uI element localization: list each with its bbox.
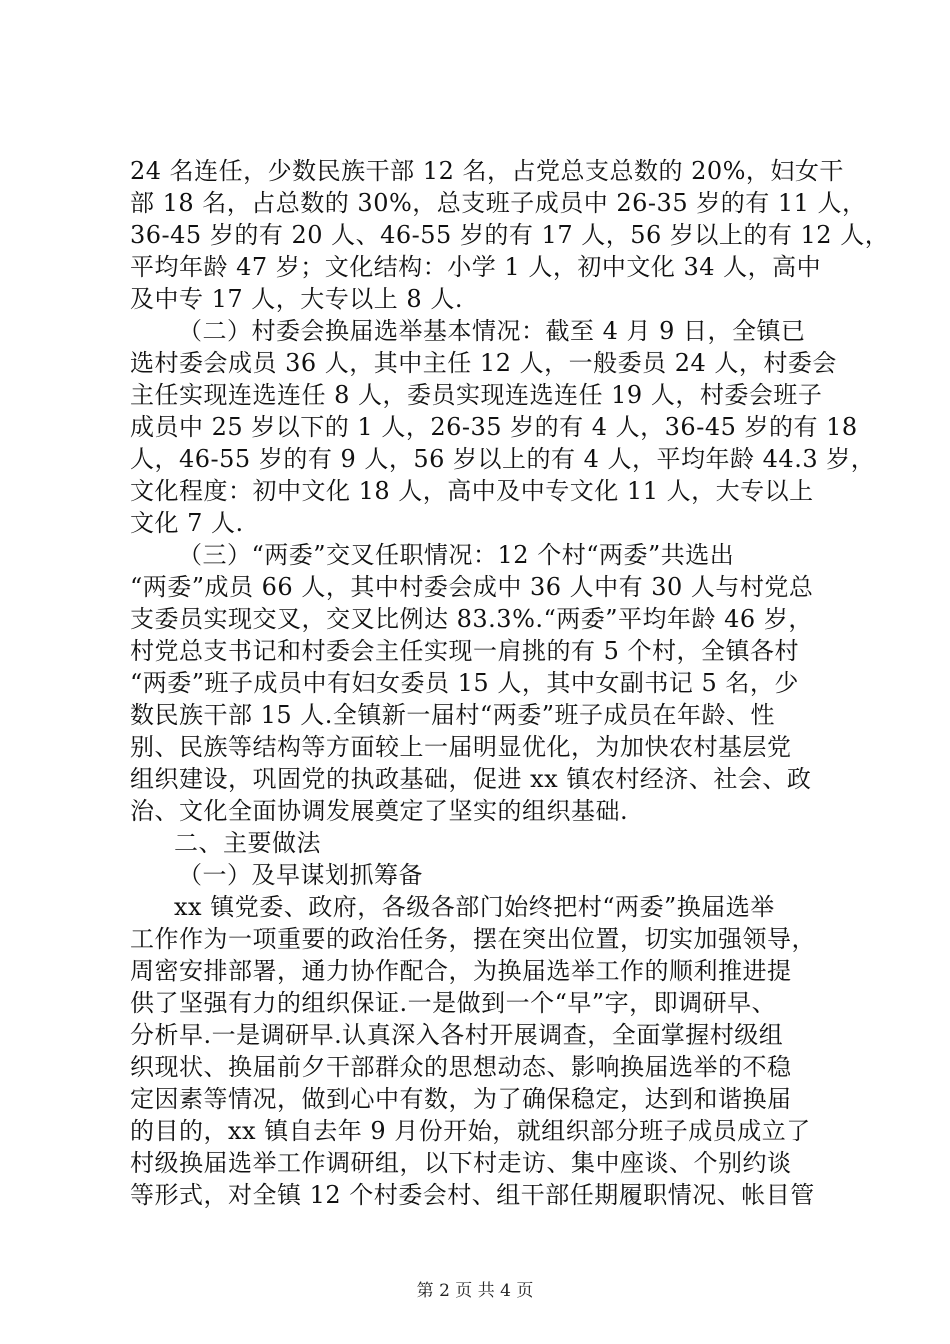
body-line: 组织建设，巩固党的执政基础，促进 xx 镇农村经济、社会、政 [130,765,812,793]
body-line: 数民族干部 15 人.全镇新一届村“两委”班子成员在年龄、性 [130,701,775,729]
body-line: “两委”班子成员中有妇女委员 15 人，其中女副书记 5 名，少 [130,669,799,697]
body-line: 分析早.一是调研早.认真深入各村开展调查，全面掌握村级组 [130,1021,784,1049]
body-line: 24 名连任，少数民族干部 12 名，占党总支总数的 20%，妇女干 [130,157,844,185]
body-line: 供了坚强有力的组织保证.一是做到一个“早”字，即调研早、 [130,989,777,1017]
body-line: 成员中 25 岁以下的 1 人，26-35 岁的有 4 人，36-45 岁的有 18 [130,413,858,441]
body-line: 人，46-55 岁的有 9 人，56 岁以上的有 4 人，平均年龄 44.3 岁， [130,445,876,473]
body-line: 织现状、换届前夕干部群众的思想动态、影响换届选举的不稳 [130,1053,792,1081]
body-line: 的目的，xx 镇自去年 9 月份开始，就组织部分班子成员成立了 [130,1117,811,1145]
body-line: 文化 7 人. [130,509,244,537]
section-heading: 二、主要做法 [174,829,321,857]
body-line: 部 18 名，占总数的 30%，总支班子成员中 26-35 岁的有 11 人， [130,189,867,217]
body-line: 村党总支书记和村委会主任实现一肩挑的有 5 个村，全镇各村 [130,637,800,665]
page-number-footer: 第 2 页 共 4 页 [416,1281,534,1301]
body-line: 治、文化全面协调发展奠定了坚实的组织基础. [130,797,629,825]
section-heading-line: （二）村委会换届选举基本情况：截至 4 月 9 日，全镇已 [178,317,806,345]
body-line: 村级换届选举工作调研组，以下村走访、集中座谈、个别约谈 [130,1149,792,1177]
body-line: 选村委会成员 36 人，其中主任 12 人，一般委员 24 人，村委会 [130,349,837,377]
document-body [130,155,890,1211]
body-line: 平均年龄 47 岁；文化结构：小学 1 人，初中文化 34 人，高中 [130,253,822,281]
body-line: 36-45 岁的有 20 人、46-55 岁的有 17 人，56 岁以上的有 12 人， [130,221,890,249]
body-line: “两委”成员 66 人，其中村委会成中 36 人中有 30 人与村党总 [130,573,814,601]
body-line: 主任实现连选连任 8 人，委员实现连选连任 19 人，村委会班子 [130,381,823,409]
body-line: 定因素等情况，做到心中有数，为了确保稳定，达到和谐换届 [130,1085,792,1113]
body-line: 别、民族等结构等方面较上一届明显优化，为加快农村基层党 [130,733,792,761]
body-line: 文化程度：初中文化 18 人，高中及中专文化 11 人，大专以上 [130,477,814,505]
body-line: 周密安排部署，通力协作配合，为换届选举工作的顺利推进提 [130,957,792,985]
body-line: 支委员实现交叉，交叉比例达 83.3%.“两委”平均年龄 46 岁， [130,605,813,633]
paragraph-start-line: xx 镇党委、政府，各级各部门始终把村“两委”换届选举 [174,893,775,921]
body-line: 等形式，对全镇 12 个村委会村、组干部任期履职情况、帐目管 [130,1181,815,1209]
section-heading-line: （三）“两委”交叉任职情况：12 个村“两委”共选出 [178,541,735,569]
body-line: 工作作为一项重要的政治任务，摆在突出位置，切实加强领导， [130,925,816,953]
body-line: 及中专 17 人，大专以上 8 人. [130,285,463,313]
subsection-heading: （一）及早谋划抓筹备 [178,861,423,889]
